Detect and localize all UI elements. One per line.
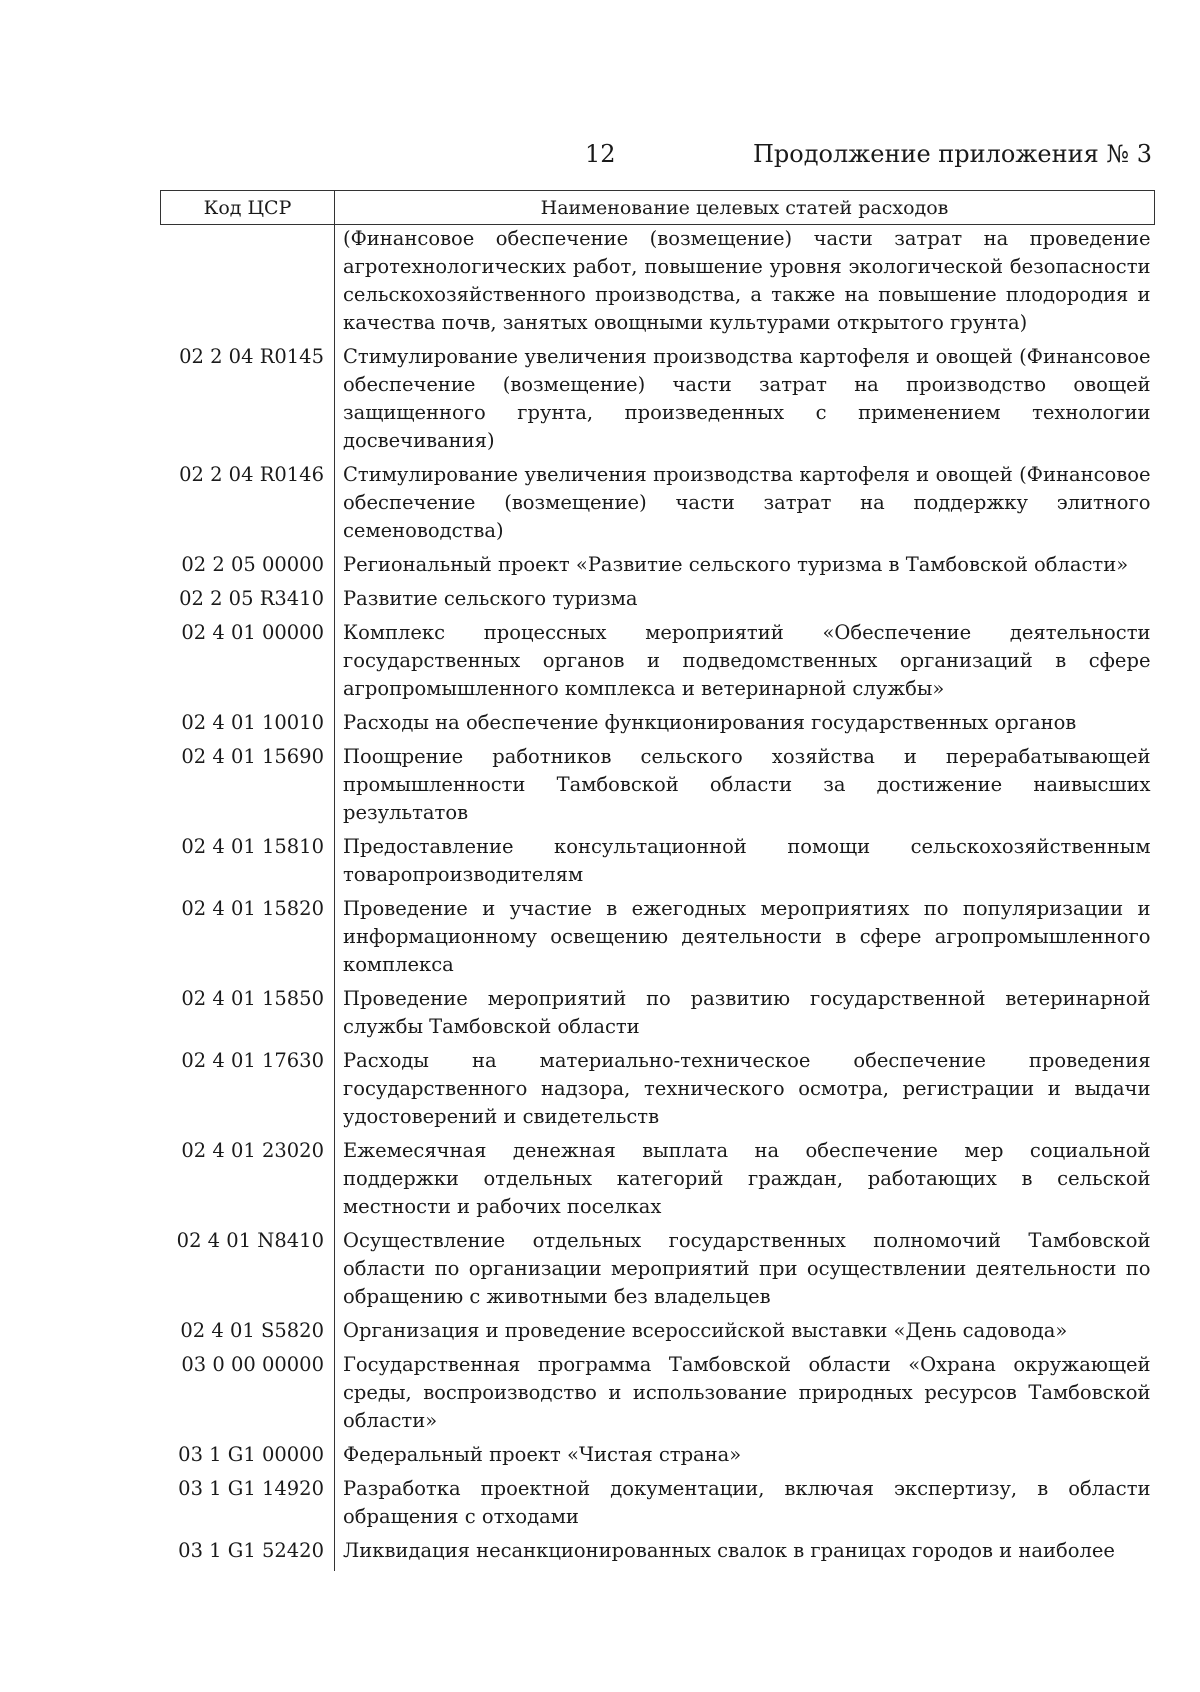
table-row bbox=[161, 895, 1155, 985]
row-name: Предоставление консультационной помощи сельскохозяйственным товаропроизводителям bbox=[335, 833, 1155, 895]
table-row bbox=[161, 343, 1155, 461]
table-row bbox=[161, 833, 1155, 895]
row-code: 03 0 00 00000 bbox=[181, 1353, 324, 1376]
table-row bbox=[161, 1351, 1155, 1441]
row-code: 02 2 05 R3410 bbox=[179, 587, 324, 610]
table-body bbox=[161, 225, 1155, 1572]
row-code: 02 2 05 00000 bbox=[181, 553, 324, 576]
budget-classification-table bbox=[160, 190, 1155, 1571]
table-row bbox=[161, 1317, 1155, 1351]
row-code: 02 4 01 10010 bbox=[181, 711, 324, 734]
row-name: Ликвидация несанкционированных свалок в границах городов и наиболее bbox=[335, 1537, 1155, 1571]
row-code: 02 4 01 00000 bbox=[181, 621, 324, 644]
row-code: 02 2 04 R0145 bbox=[179, 345, 324, 368]
row-code: 03 1 G1 52420 bbox=[178, 1539, 324, 1562]
row-name: Проведение мероприятий по развитию государственной ветеринарной службы Тамбовской области bbox=[335, 985, 1155, 1047]
table-row bbox=[161, 1537, 1155, 1571]
table-row bbox=[161, 225, 1155, 344]
row-name: Организация и проведение всероссийской выставки «День садовода» bbox=[335, 1317, 1155, 1351]
row-name: Комплекс процессных мероприятий «Обеспечение деятельности государственных органов и подведомственных организаций в сфере агропромышленного комплекса и ветеринарной службы» bbox=[335, 619, 1155, 709]
row-name: Расходы на обеспечение функционирования государственных органов bbox=[335, 709, 1155, 743]
table-row bbox=[161, 1475, 1155, 1537]
row-name: Региональный проект «Развитие сельского туризма в Тамбовской области» bbox=[335, 551, 1155, 585]
row-code: 02 4 01 N8410 bbox=[176, 1229, 324, 1252]
appendix-continuation-label: Продолжение приложения № 3 bbox=[752, 140, 1152, 168]
table-row bbox=[161, 585, 1155, 619]
row-name: Федеральный проект «Чистая страна» bbox=[335, 1441, 1155, 1475]
table-row bbox=[161, 1137, 1155, 1227]
table-row bbox=[161, 709, 1155, 743]
row-code: 02 4 01 S5820 bbox=[180, 1319, 324, 1342]
row-code: 02 4 01 15810 bbox=[181, 835, 324, 858]
table-row bbox=[161, 1441, 1155, 1475]
column-header-code: Код ЦСР bbox=[161, 191, 335, 225]
table-row bbox=[161, 1227, 1155, 1317]
row-name: Поощрение работников сельского хозяйства и перерабатывающей промышленности Тамбовской области за достижение наивысших результатов bbox=[335, 743, 1155, 833]
table-row bbox=[161, 1047, 1155, 1137]
row-code: 02 4 01 15850 bbox=[181, 987, 324, 1010]
table-row bbox=[161, 461, 1155, 551]
row-code: 02 4 01 15820 bbox=[181, 897, 324, 920]
row-name: Государственная программа Тамбовской области «Охрана окружающей среды, воспроизводство и использование природных ресурсов Тамбовской области» bbox=[335, 1351, 1155, 1441]
row-name: Разработка проектной документации, включая экспертизу, в области обращения с отходами bbox=[335, 1475, 1155, 1537]
row-name: Стимулирование увеличения производства картофеля и овощей (Финансовое обеспечение (возмещение) части затрат на поддержку элитного семеноводства) bbox=[335, 461, 1155, 551]
row-name: Развитие сельского туризма bbox=[335, 585, 1155, 619]
row-name: Проведение и участие в ежегодных мероприятиях по популяризации и информационному освещению деятельности в сфере агропромышленного комплекса bbox=[335, 895, 1155, 985]
row-code: 02 4 01 23020 bbox=[181, 1139, 324, 1162]
row-code: 03 1 G1 00000 bbox=[178, 1443, 324, 1466]
row-code: 02 4 01 15690 bbox=[181, 745, 324, 768]
row-code: 02 4 01 17630 bbox=[181, 1049, 324, 1072]
row-name: Ежемесячная денежная выплата на обеспечение мер социальной поддержки отдельных категорий граждан, работающих в сельской местности и рабочих поселках bbox=[335, 1137, 1155, 1227]
row-name: Расходы на материально-техническое обеспечение проведения государственного надзора, технического осмотра, регистрации и выдачи удостоверений и свидетельств bbox=[335, 1047, 1155, 1137]
table-header-row bbox=[161, 191, 1155, 225]
column-header-name: Наименование целевых статей расходов bbox=[335, 191, 1155, 225]
row-name: Стимулирование увеличения производства картофеля и овощей (Финансовое обеспечение (возмещение) части затрат на производство овощей защищенного грунта, произведенных с применением технологии досвечивания) bbox=[335, 343, 1155, 461]
table-row bbox=[161, 619, 1155, 709]
row-code: 02 2 04 R0146 bbox=[179, 463, 324, 486]
row-code bbox=[161, 225, 335, 344]
table-row bbox=[161, 551, 1155, 585]
row-name: Осуществление отдельных государственных полномочий Тамбовской области по организации мероприятий при осуществлении деятельности по обращению с животными без владельцев bbox=[335, 1227, 1155, 1317]
table-row bbox=[161, 743, 1155, 833]
page-number: 12 bbox=[585, 140, 616, 168]
row-code: 03 1 G1 14920 bbox=[178, 1477, 324, 1500]
table-row bbox=[161, 985, 1155, 1047]
row-name: (Финансовое обеспечение (возмещение) части затрат на проведение агротехнологических работ, повышение уровня экологической безопасности сельскохозяйственного производства, а также на повышение плодородия и качества почв, занятых овощными культурами открытого грунта) bbox=[335, 225, 1155, 344]
